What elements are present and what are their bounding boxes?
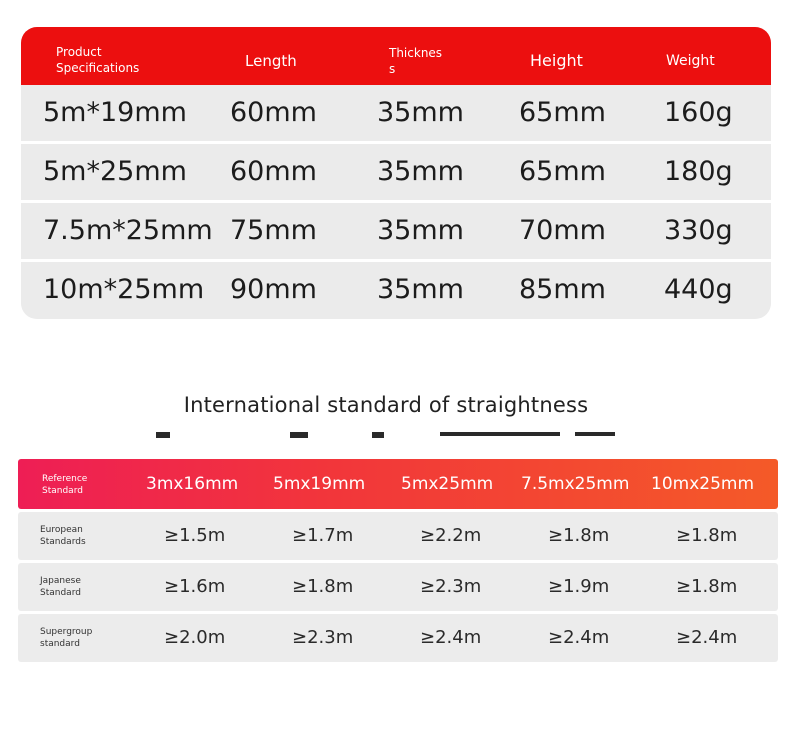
spec-cell-height: 85mm [519,274,606,305]
spec-cell-thickness: 35mm [377,274,464,305]
decorative-stroke [372,432,384,438]
decorative-stroke [156,432,170,438]
standard-value: ≥2.3m [292,627,354,648]
standard-row-european [18,512,778,560]
spec-cell-weight: 180g [664,156,733,187]
standard-value: ≥1.8m [292,576,354,597]
header-5mx19mm: 5mx19mm [273,474,366,494]
spec-cell-thickness: 35mm [377,156,464,187]
spec-cell-length: 60mm [230,97,317,128]
decorative-stroke [440,432,560,436]
spec-cell-weight: 160g [664,97,733,128]
header-product-specifications: Product Specifications [56,45,140,75]
standard-value: ≥2.4m [676,627,738,648]
standard-label: European Standards [40,525,86,547]
spec-cell-height: 70mm [519,215,606,246]
spec-cell-thickness: 35mm [377,97,464,128]
standard-row-japanese [18,563,778,611]
spec-cell-length: 90mm [230,274,317,305]
standard-value: ≥2.4m [548,627,610,648]
header-thickness: Thicknes s [389,46,443,76]
standard-value: ≥1.8m [676,525,738,546]
decorative-stroke [575,432,615,436]
header-3mx16mm: 3mx16mm [146,474,239,494]
spec-cell-weight: 440g [664,274,733,305]
header-10mx25mm: 10mx25mm [651,474,755,494]
spec-cell-height: 65mm [519,97,606,128]
standard-value: ≥1.6m [164,576,226,597]
header-height: Height [530,51,583,70]
spec-cell-spec: 7.5m*25mm [43,215,213,246]
spec-cell-weight: 330g [664,215,733,246]
spec-cell-spec: 5m*19mm [43,97,187,128]
standard-value: ≥2.4m [420,627,482,648]
standard-value: ≥1.9m [548,576,610,597]
header-length: Length [245,52,297,70]
standard-value: ≥1.7m [292,525,354,546]
standard-value: ≥1.8m [676,576,738,597]
header-5mx25mm: 5mx25mm [401,474,494,494]
spec-cell-spec: 5m*25mm [43,156,187,187]
header-reference-standard: Reference Standard [42,474,88,496]
section-title: International standard of straightness [183,393,589,417]
spec-cell-length: 60mm [230,156,317,187]
spec-row [21,144,771,200]
standard-value: ≥2.2m [420,525,482,546]
spec-cell-height: 65mm [519,156,606,187]
spec-row [21,262,771,318]
standard-value: ≥2.3m [420,576,482,597]
straightness-table-header [18,459,778,509]
standard-label: Japanese Standard [40,576,81,598]
spec-cell-thickness: 35mm [377,215,464,246]
spec-row [21,203,771,259]
spec-cell-spec: 10m*25mm [43,274,205,305]
spec-cell-length: 75mm [230,215,317,246]
standard-row-supergroup [18,614,778,662]
standard-value: ≥1.8m [548,525,610,546]
header-weight: Weight [666,53,715,69]
standard-label: Supergroup standard [40,627,93,649]
decorative-stroke [290,432,308,438]
spec-table [21,27,771,319]
header-7-5mx25mm: 7.5mx25mm [521,474,630,494]
spec-row [21,85,771,141]
standard-value: ≥1.5m [164,525,226,546]
spec-table-header [21,27,771,85]
standard-value: ≥2.0m [164,627,226,648]
